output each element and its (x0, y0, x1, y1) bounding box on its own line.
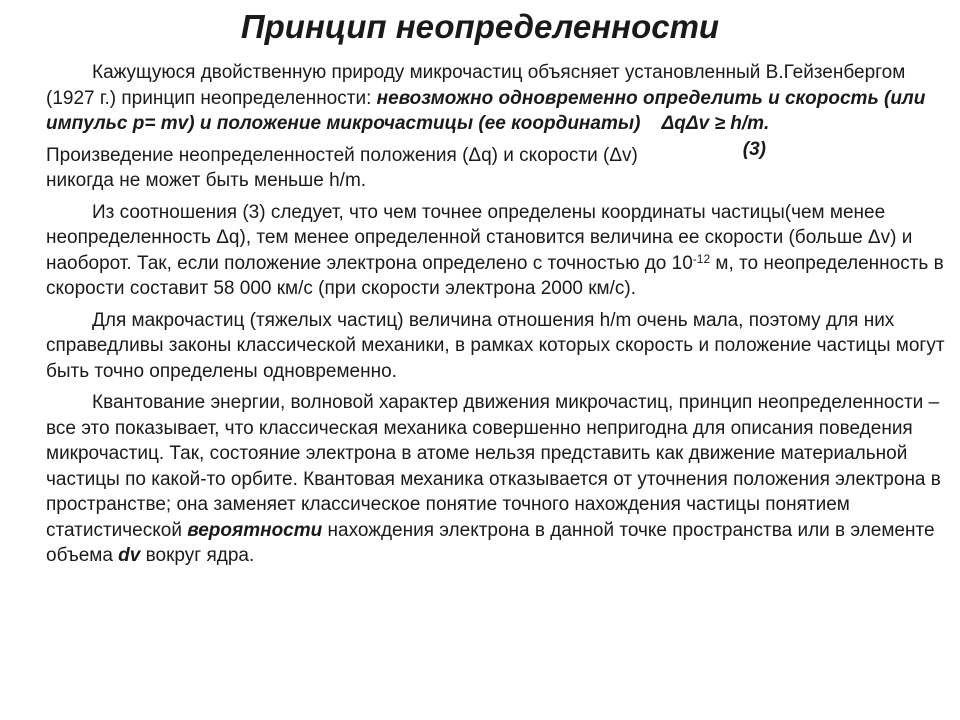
paragraph-product: Произведение неопределенностей положения (Δq) и скорости (Δv) никогда не может быть меньше h/m. (46, 144, 638, 191)
paragraph-macroparticles: Для макрочастиц (тяжелых частиц) величина отношения h/m очень мала, поэтому для них справедливы законы классической механики, в рамках которых скорость и положение частицы могут быть точно определены одновременно. (46, 309, 945, 382)
paragraph-consequence (46, 200, 951, 302)
exponent: -12 (692, 251, 711, 266)
paragraph-text: нахождения электрона в данной точке пространства или в элементе объема (46, 519, 935, 566)
content-body (46, 60, 951, 575)
paragraph-text: Из соотношения (3) следует, что чем точнее определены координаты частицы(чем менее неопределенность Δq), тем менее определенной становится величина ее скорости (больше Δv) и наоборот. Так, если положение электрона определено с точностью до 10 (46, 201, 913, 274)
paragraph-text: Кажущуюся двойственную природу микрочастиц объясняет установленный В.Гейзенбергом (1927 г.) принцип неопределенности: (46, 62, 906, 109)
paragraph-text: Квантование энергии, волновой характер движения микрочастиц, принцип неопределенности – все это показывает, что классическая механика совершенно непригодна для описания поведения микрочастиц. Так, состояние электрона в атоме нельзя представить как движение материальной частицы по какой-то орбите. Квантовая механика отказывается от уточнения положения электрона в пространстве; она заменяет классическое понятие точного нахождения частицы понятием статистической (46, 392, 941, 541)
paragraph-text: вокруг ядра. (140, 545, 255, 566)
uncertainty-formula: ΔqΔv ≥ h/m. (661, 113, 770, 134)
spacer (640, 113, 661, 134)
emphasis-probability: вероятности (187, 519, 323, 541)
paragraph-uncertainty-principle (46, 60, 951, 160)
emphasis-dv: dv (118, 545, 141, 566)
principle-statement: невозможно одновременно определить и скорость (или импульс p= mv) и положение микрочастицы (ее координаты) (46, 87, 926, 134)
page-title: Принцип неопределенности (240, 8, 720, 45)
equation-number: (3) (742, 138, 766, 160)
paragraph-quantum-mechanics (46, 390, 951, 569)
paragraph-text: м, то неопределенность в скорости составит 58 000 км/с (при скорости электрона 2000 км/с). (46, 252, 944, 299)
